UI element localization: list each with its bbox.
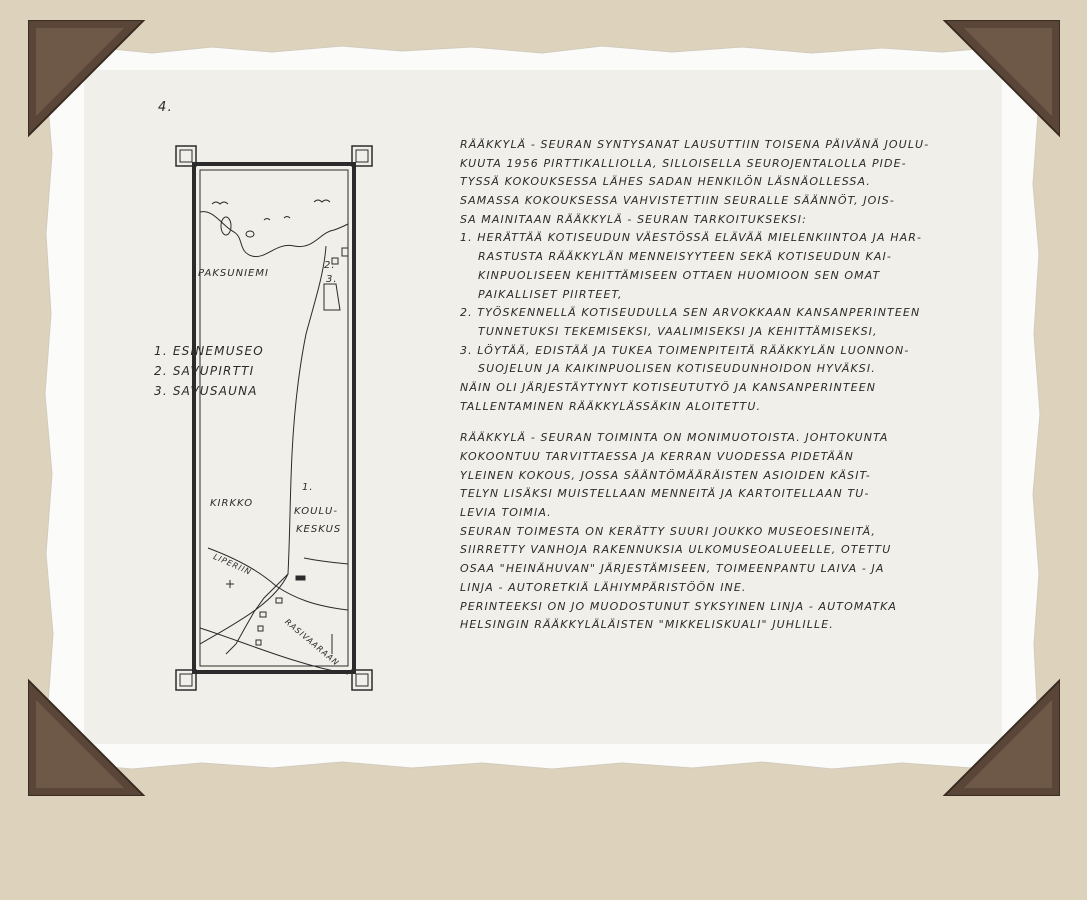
map-label-koulukeskus-1: KOULU-: [294, 506, 338, 517]
text-line: 1. HERÄTTÄÄ KOTISEUDUN VÄESTÖSSÄ ELÄVÄÄ MIELENKIINTOA JA HAR-: [460, 231, 923, 245]
map-marker-2: 2.: [324, 260, 336, 271]
text-line: OSAA "HEINÄHUVAN" JÄRJESTÄMISEEN, TOIMEENPANTU LAIVA - JA: [460, 562, 885, 576]
text-line: TALLENTAMINEN RÄÄKKYLÄSSÄKIN ALOITETTU.: [460, 399, 762, 413]
legend-item: 2. SAVUPIRTTI: [154, 364, 255, 378]
map-marker-1: 1.: [302, 482, 314, 493]
text-line: SIIRRETTY VANHOJA RAKENNUKSIA ULKOMUSEOALUEELLE, OTETTU: [460, 543, 892, 557]
text-line: KINPUOLISEEN KEHITTÄMISEEN OTTAEN HUOMIOON SEN OMAT: [478, 268, 881, 282]
text-line: SA MAINITAAN RÄÄKKYLÄ - SEURAN TARKOITUKSEKSI:: [460, 212, 807, 226]
text-line: YLEINEN KOKOUS, JOSSA SÄÄNTÖMÄÄRÄISTEN ASIOIDEN KÄSIT-: [460, 468, 871, 482]
photo-corner-top-left: [28, 20, 146, 138]
map-label-kirkko: KIRKKO: [210, 498, 254, 509]
text-line: PAIKALLISET PIIRTEET,: [478, 287, 623, 301]
photo-corner-bottom-left: [28, 678, 146, 796]
text-line: LINJA - AUTORETKIÄ LÄHIYMPÄRISTÖÖN INE.: [460, 580, 747, 594]
map-label-paksuniemi: PAKSUNIEMI: [198, 268, 269, 279]
text-line: PERINTEEKSI ON JO MUODOSTUNUT SYKSYINEN LINJA - AUTOMATKA: [460, 599, 898, 613]
map-marker-3: 3.: [326, 274, 338, 285]
photo-corner-top-right: [942, 20, 1060, 138]
text-line: TUNNETUKSI TEKEMISEKSI, VAALIMISEKSI JA KEHITTÄMISEKSI,: [478, 324, 878, 338]
text-line: RASTUSTA RÄÄKKYLÄN MENNEISYYTEEN SEKÄ KOTISEUDUN KAI-: [478, 250, 892, 264]
legend-item: 1. ESINEMUSEO: [154, 344, 264, 358]
photo-print: [42, 44, 1042, 772]
text-line: KUUTA 1956 PIRTTIKALLIOLLA, SILLOISELLA SEUROJENTALOLLA PIDE-: [460, 156, 907, 170]
scanned-page: [84, 70, 1002, 744]
text-line: RÄÄKKYLÄ - SEURAN TOIMINTA ON MONIMUOTOISTA. JOHTOKUNTA: [460, 431, 889, 445]
village-map: [164, 134, 384, 694]
text-line: RÄÄKKYLÄ - SEURAN SYNTYSANAT LAUSUTTIIN TOISENA PÄIVÄNÄ JOULU-: [460, 138, 930, 151]
text-line: SEURAN TOIMESTA ON KERÄTTY SUURI JOUKKO MUSEOESINEITÄ,: [460, 524, 876, 538]
text-line: SUOJELUN JA KAIKINPUOLISEN KOTISEUDUNHOIDON HYVÄKSI.: [478, 362, 876, 376]
legend-item: 3. SAVUSAUNA: [154, 384, 258, 398]
text-line: SAMASSA KOKOUKSESSA VAHVISTETTIIN SEURALLE SÄÄNNÖT, JOIS-: [460, 194, 895, 208]
text-line: NÄIN OLI JÄRJESTÄYTYNYT KOTISEUTUTYÖ JA KANSANPERINTEEN: [460, 380, 877, 394]
map-label-koulukeskus-2: KESKUS: [296, 524, 342, 535]
text-line: TYSSÄ KOKOUKSESSA LÄHES SADAN HENKILÖN LÄSNÄOLLESSA.: [460, 175, 871, 189]
text-line: KOKOONTUU TARVITTAESSA JA KERRAN VUODESSA PIDETÄÄN: [460, 450, 855, 463]
handwritten-text: [460, 136, 929, 635]
text-line: 2. TYÖSKENNELLÄ KOTISEUDULLA SEN ARVOKKAAN KANSANPERINTEEN: [460, 306, 921, 320]
page-number: 4.: [158, 100, 174, 115]
text-line: HELSINGIN RÄÄKKYLÄLÄISTEN "MIKKELISKUALI" JUHLILLE.: [460, 618, 834, 632]
text-line: LEVIA TOIMIA.: [460, 506, 552, 520]
map-frame: [176, 146, 372, 690]
text-line: 3. LÖYTÄÄ, EDISTÄÄ JA TUKEA TOIMENPITEITÄ RÄÄKKYLÄN LUONNON-: [460, 343, 910, 357]
text-line: TELYN LISÄKSI MUISTELLAAN MENNEITÄ JA KARTOITELLAAN TU-: [460, 487, 870, 501]
photo-corner-bottom-right: [942, 678, 1060, 796]
map-label-liperiin: LIPERIIN: [211, 552, 254, 577]
map-label-rasivaaraan: RASIVAARAAN: [283, 617, 341, 668]
buildings: [226, 248, 348, 645]
